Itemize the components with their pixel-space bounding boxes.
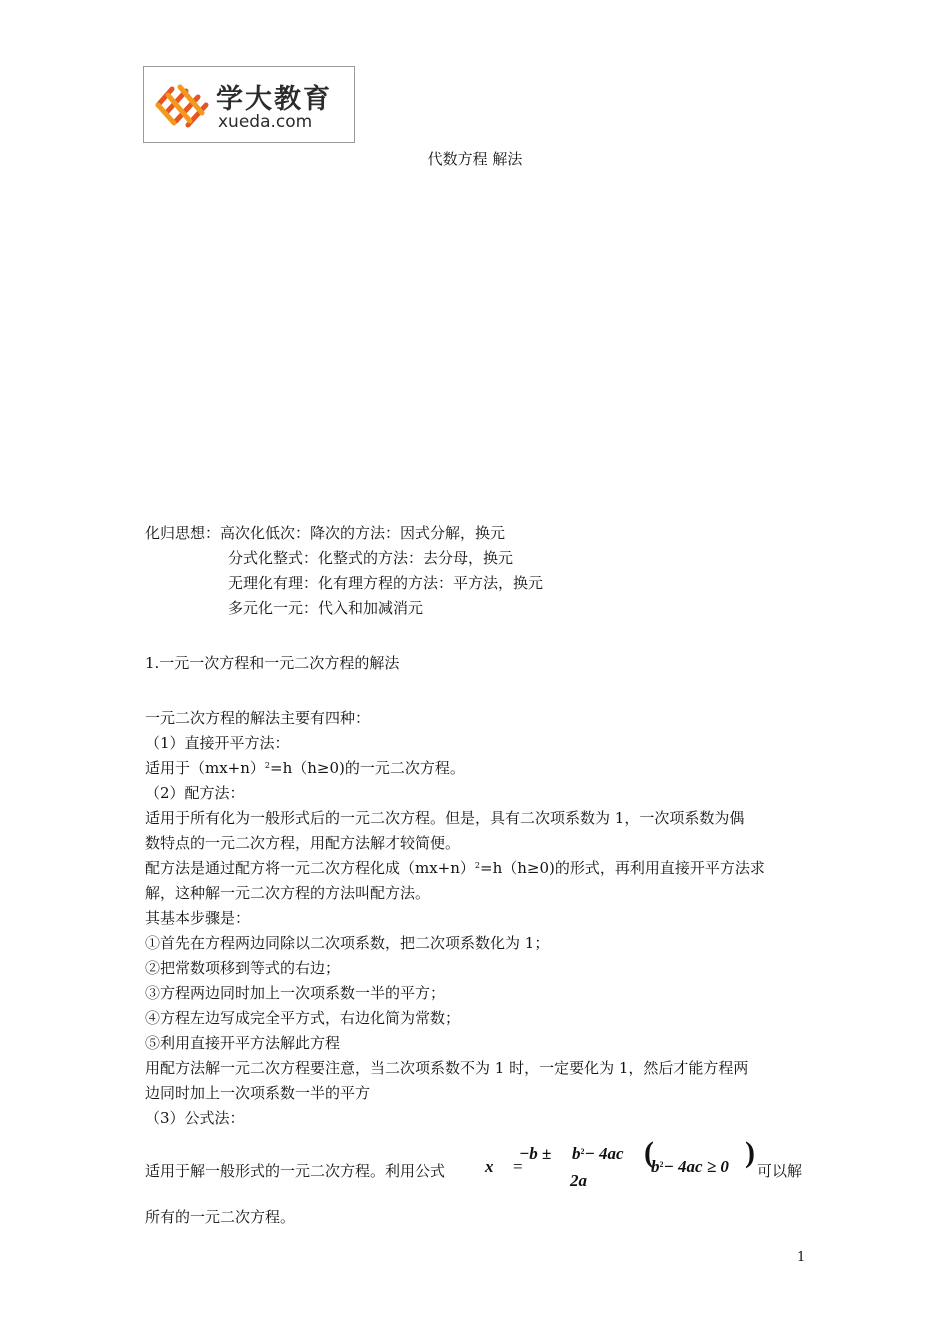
intro-text: 一元二次方程的解法主要有四种： xyxy=(145,709,371,727)
method-3-text-b: 可以解 xyxy=(757,1162,803,1180)
formula-condition-rest: − 4ac ≥ 0 xyxy=(663,1157,729,1176)
page-number: 1 xyxy=(797,1250,806,1265)
text-fragment: =h（h≥0)的形式，再利用直接开平方法求 xyxy=(480,859,765,877)
method-3-text-a: 适用于解一般形式的一元二次方程。利用公式 xyxy=(145,1162,446,1180)
left-paren: ( xyxy=(644,1136,654,1169)
method-3-heading: （3）公式法： xyxy=(145,1109,245,1127)
formula-x: x xyxy=(485,1157,494,1176)
step-item: ①首先在方程两边同除以二次项系数，把二次项系数化为 1； xyxy=(145,934,550,952)
logo-chinese-text: 学大教育 xyxy=(216,84,332,115)
method-3-text-c: 所有的一元二次方程。 xyxy=(145,1208,296,1226)
formula-denominator: 2a xyxy=(570,1171,587,1190)
formula-numerator-a: −b ± xyxy=(519,1144,552,1163)
huagui-item: 分式化整式：化整式的方法：去分母，换元 xyxy=(228,549,514,567)
huagui-item: 多元化一元：代入和加减消元 xyxy=(228,599,424,617)
paragraph-line: 用配方法解一元二次方程要注意，当二次项系数不为 1 时，一定要化为 1，然后才能方程两 xyxy=(145,1059,749,1077)
superscript: 2 xyxy=(264,761,271,770)
superscript: 2 xyxy=(580,1147,585,1156)
step-item: ⑤利用直接开平方法解此方程 xyxy=(145,1034,341,1052)
paragraph-line xyxy=(145,857,765,878)
formula-equals: = xyxy=(513,1157,523,1176)
right-paren: ) xyxy=(745,1136,755,1169)
step-item: ④方程左边写成完全平方式，右边化简为常数； xyxy=(145,1009,461,1027)
formula-condition xyxy=(651,1157,729,1177)
text-fragment: =h（h≥0)的一元二次方程。 xyxy=(270,759,465,777)
superscript: 2 xyxy=(659,1160,664,1169)
superscript: 2 xyxy=(474,861,481,870)
step-item: ③方程两边同时加上一次项系数一半的平方； xyxy=(145,984,446,1002)
formula-4ac: − 4ac xyxy=(584,1144,624,1163)
paragraph-line: 边同时加上一次项系数一半的平方 xyxy=(145,1084,371,1102)
method-2-heading: （2）配方法： xyxy=(145,784,245,802)
step-item: ②把常数项移到等式的右边； xyxy=(145,959,341,977)
formula-b: b xyxy=(572,1144,581,1163)
formula-b: b xyxy=(651,1157,660,1176)
document-title: 代数方程 解法 xyxy=(427,150,523,168)
text-fragment: 适用于（mx+n） xyxy=(145,759,265,777)
paragraph-line: 适用于所有化为一般形式后的一元二次方程。但是，具有二次项系数为 1，一次项系数为偶 xyxy=(145,809,745,827)
text-fragment: 配方法是通过配方将一元二次方程化成（mx+n） xyxy=(145,859,475,877)
method-1-text xyxy=(145,757,465,778)
xueda-logo xyxy=(143,66,355,143)
paragraph-line: 解，这种解一元二次方程的方法叫配方法。 xyxy=(145,884,431,902)
method-1-heading: （1）直接开平方法： xyxy=(145,734,290,752)
xueda-logo-mark-icon xyxy=(152,77,212,133)
huagui-item: 无理化有理：化有理方程的方法：平方法，换元 xyxy=(228,574,544,592)
formula-numerator-b xyxy=(572,1144,624,1164)
huagui-line-1 xyxy=(145,522,505,543)
logo-english-text: xueda.com xyxy=(218,112,313,132)
huagui-item: 高次化低次：降次的方法：因式分解，换元 xyxy=(220,524,506,542)
section-heading: 1.一元一次方程和一元二次方程的解法 xyxy=(145,654,400,672)
huagui-label: 化归思想： xyxy=(145,524,221,542)
paragraph-line: 数特点的一元二次方程，用配方法解才较简便。 xyxy=(145,834,461,852)
steps-intro: 其基本步骤是： xyxy=(145,909,251,927)
